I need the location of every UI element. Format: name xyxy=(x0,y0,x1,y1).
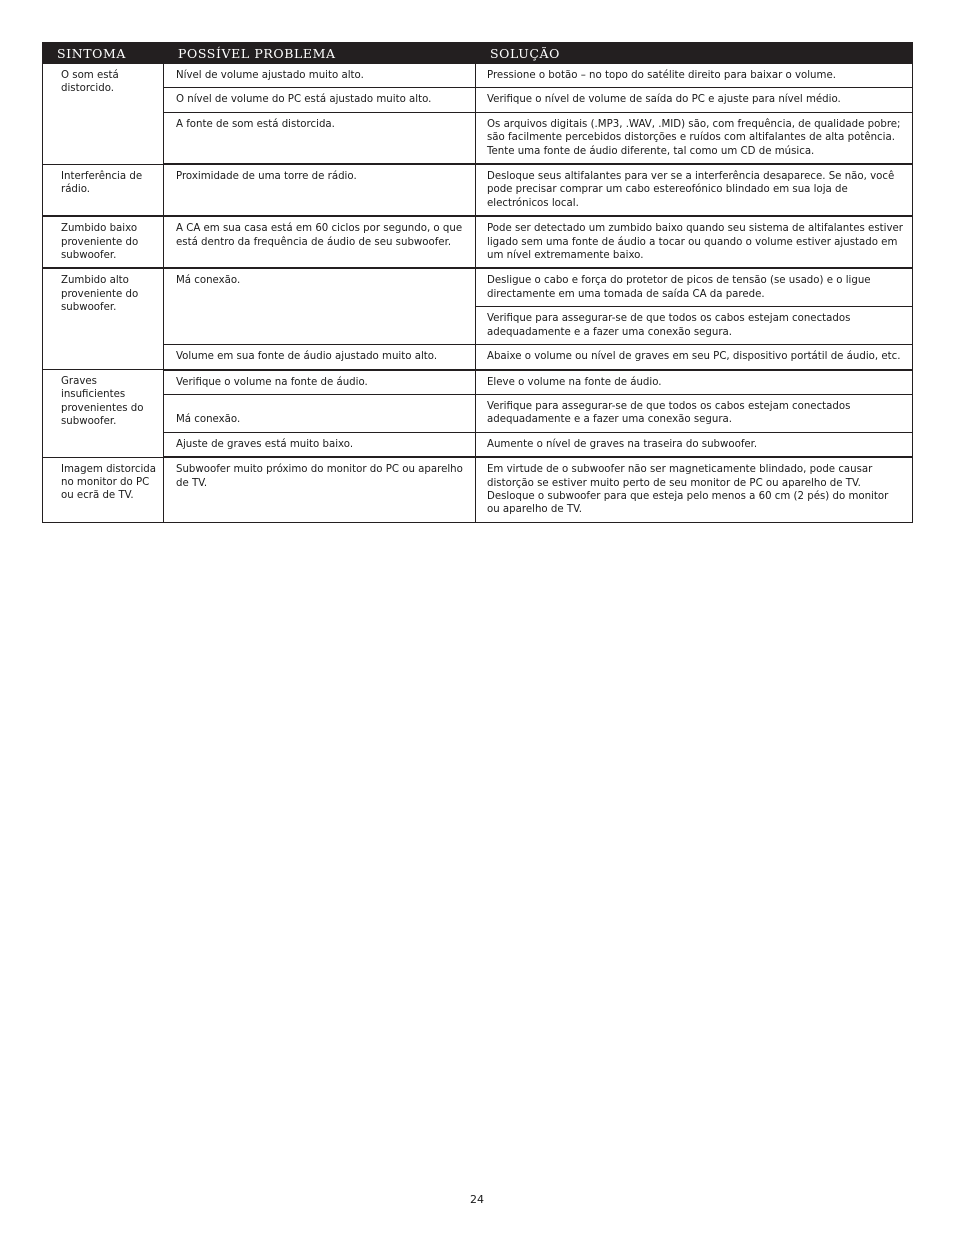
problem-cell: Verifique o volume na fonte de áudio. xyxy=(164,370,476,395)
problem-cell: Volume em sua fonte de áudio ajustado muito alto. xyxy=(164,345,476,370)
problem-cell: Ajuste de graves está muito baixo. xyxy=(164,432,476,457)
solution-cell: Abaixe o volume ou nível de graves em seu PC, dispositivo portátil de áudio, etc. xyxy=(476,345,913,370)
solution-cell: Pressione o botão – no topo do satélite direito para baixar o volume. xyxy=(476,64,913,88)
header-symptom: SINTOMA xyxy=(43,43,164,64)
table-row xyxy=(43,345,913,370)
table-row xyxy=(43,370,913,395)
header-solution: SOLUÇÃO xyxy=(476,43,913,64)
problem-cell: Subwoofer muito próximo do monitor do PC ou aparelho de TV. xyxy=(164,457,476,522)
symptom-cell: Zumbido baixo proveniente do subwoofer. xyxy=(43,216,164,268)
problem-cell: Nível de volume ajustado muito alto. xyxy=(164,64,476,88)
table-row xyxy=(43,457,913,522)
problem-cell: Proximidade de uma torre de rádio. xyxy=(164,164,476,216)
symptom-cell: O som está distorcido. xyxy=(43,64,164,165)
problem-cell: A CA em sua casa está em 60 ciclos por segundo, o que está dentro da frequência de áudio de seu subwoofer. xyxy=(164,216,476,268)
page-number: 24 xyxy=(470,1193,484,1206)
header-problem: POSSÍVEL PROBLEMA xyxy=(164,43,476,64)
solution-cell: Verifique para assegurar-se de que todos os cabos estejam conectados adequadamente e a fazer uma conexão segura. xyxy=(476,307,913,345)
solution-cell: Desloque seus altifalantes para ver se a interferência desaparece. Se não, você pode precisar comprar um cabo estereofónico blindado em sua loja de electrónicos local. xyxy=(476,164,913,216)
table-row xyxy=(43,216,913,268)
table-row xyxy=(43,432,913,457)
problem-cell: A fonte de som está distorcida. xyxy=(164,112,476,164)
solution-cell: Pode ser detectado um zumbido baixo quando seu sistema de altifalantes estiver ligado sem uma fonte de áudio a tocar ou quando o volume estiver ajustado em um nível extremamente baixo. xyxy=(476,216,913,268)
table-row xyxy=(43,64,913,88)
table-header-row xyxy=(43,43,913,64)
solution-cell: Eleve o volume na fonte de áudio. xyxy=(476,370,913,395)
table-row xyxy=(43,112,913,164)
solution-cell: Verifique para assegurar-se de que todos os cabos estejam conectados adequadamente e a fazer uma conexão segura. xyxy=(476,394,913,432)
solution-cell: Os arquivos digitais (.MP3, .WAV, .MID) são, com frequência, de qualidade pobre; são facilmente percebidos distorções e ruídos com altifalantes de alta potência. Tente uma fonte de áudio diferente, tal como um CD de música. xyxy=(476,112,913,164)
troubleshooting-table-wrapper xyxy=(42,42,912,523)
table-row xyxy=(43,268,913,306)
solution-cell: Aumente o nível de graves na traseira do subwoofer. xyxy=(476,432,913,457)
solution-cell: Em virtude de o subwoofer não ser magneticamente blindado, pode causar distorção se estiver muito perto de seu monitor de PC ou aparelho de TV. Desloque o subwoofer para que esteja pelo menos a 60 cm (2 pés) do monitor ou aparelho de TV. xyxy=(476,457,913,522)
table-row xyxy=(43,88,913,112)
symptom-cell: Zumbido alto proveniente do subwoofer. xyxy=(43,268,164,369)
problem-cell: Má conexão. xyxy=(164,394,476,432)
solution-cell: Verifique o nível de volume de saída do PC e ajuste para nível médio. xyxy=(476,88,913,112)
symptom-cell: Graves insuficientes provenientes do subwoofer. xyxy=(43,370,164,458)
troubleshooting-table xyxy=(42,42,913,523)
symptom-cell: Interferência de rádio. xyxy=(43,164,164,216)
table-row xyxy=(43,164,913,216)
solution-cell: Desligue o cabo e força do protetor de picos de tensão (se usado) e o ligue directamente em uma tomada de saída CA da parede. xyxy=(476,268,913,306)
table-row xyxy=(43,394,913,432)
problem-cell: O nível de volume do PC está ajustado muito alto. xyxy=(164,88,476,112)
symptom-cell: Imagem distorcida no monitor do PC ou ecrã de TV. xyxy=(43,457,164,522)
problem-cell: Má conexão. xyxy=(164,268,476,344)
